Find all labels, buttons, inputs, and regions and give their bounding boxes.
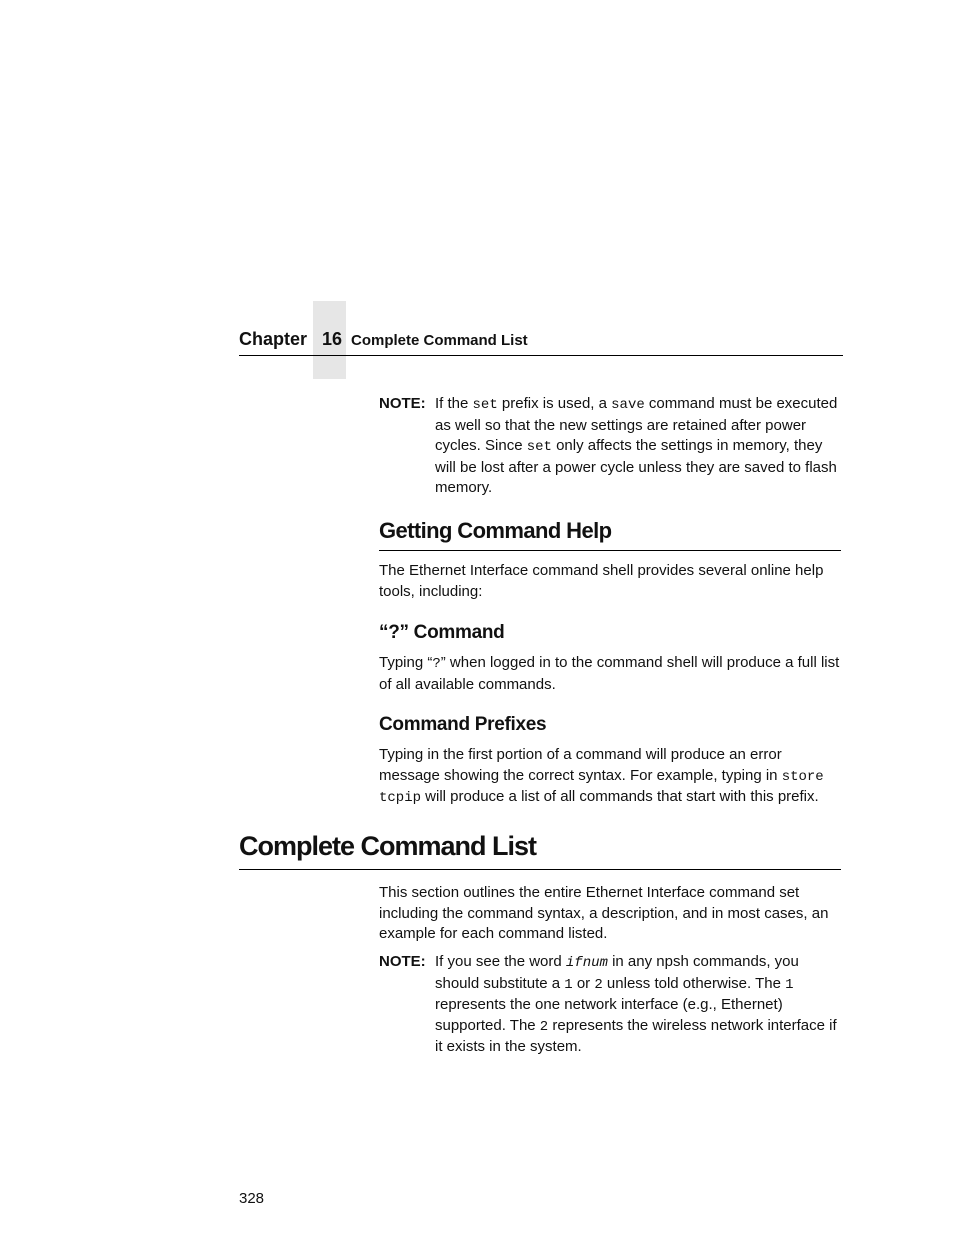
- chapter-title: Complete Command List: [351, 332, 528, 349]
- note-ifnum: [379, 952, 841, 1058]
- getting-help-intro: The Ethernet Interface command shell provides several online help tools, including:: [379, 562, 824, 600]
- heading-question-command: “?” Command: [379, 622, 505, 643]
- note-set-prefix: [379, 394, 841, 499]
- question-command-text: Typing “?” when logged in to the command shell will produce a full list of all available commands.: [379, 654, 840, 693]
- note-label: NOTE:: [379, 395, 426, 412]
- header-rule: [239, 355, 843, 356]
- command-prefixes-text: Typing in the first portion of a command will produce an error message showing the correct syntax. For example, typing in store tcpip will produce a list of all commands that start with this prefix.: [379, 746, 824, 806]
- chapter-label: Chapter: [239, 329, 308, 349]
- code-2: 2: [539, 1018, 549, 1035]
- code-1: 1: [564, 976, 573, 993]
- heading-getting-command-help: Getting Command Help: [379, 518, 612, 543]
- note-body: If you see the word ifnum in any npsh commands, you should substitute a 1 or 2 unless told otherwise. The 1 represents the one network interface (e.g., Ethernet) supported. The 2 represents the wireless network interface if it exists in the system.: [435, 953, 837, 1055]
- note-body: If the set prefix is used, a save command must be executed as well so that the new settings are retained after power cycles. Since set only affects the settings in memory, they will be lost after a power cycle unless they are saved to flash memory.: [435, 395, 838, 496]
- code-store-tcpip: store tcpip: [379, 768, 824, 806]
- code-ifnum: ifnum: [565, 955, 608, 971]
- code-1: 1: [785, 976, 794, 993]
- heading-rule: [379, 550, 841, 551]
- code-question: ?: [432, 656, 441, 672]
- code-2: 2: [594, 976, 603, 993]
- heading-command-prefixes: Command Prefixes: [379, 714, 547, 735]
- page-number: 328: [239, 1190, 265, 1207]
- code-set: set: [526, 439, 552, 455]
- note-label: NOTE:: [379, 953, 426, 970]
- heading-complete-command-list: Complete Command List: [239, 831, 537, 861]
- code-save: save: [611, 397, 645, 413]
- section-rule: [239, 869, 841, 870]
- complete-list-intro: This section outlines the entire Ethernet Interface command set including the command syntax, a description, and in most cases, an example for each command listed.: [379, 884, 829, 942]
- code-set: set: [472, 397, 498, 413]
- chapter-number: 16: [322, 329, 343, 349]
